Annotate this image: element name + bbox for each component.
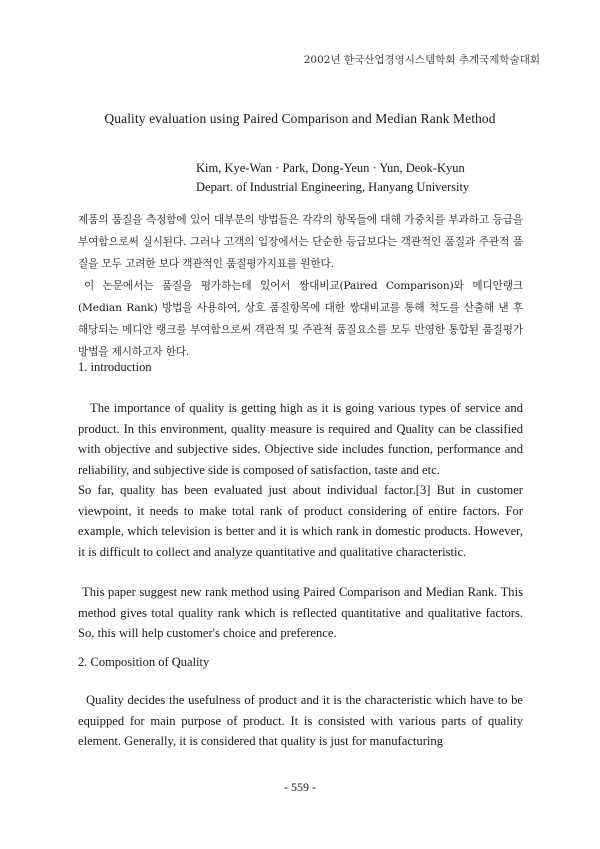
author-affiliation: Depart. of Industrial Engineering, Hanyang University: [196, 180, 470, 194]
abstract-paragraph: 제품의 품질을 측정함에 있어 대부분의 방법들은 각각의 항목들에 대해 가중치를 부과하고 등급을 부여함으로써 실시된다. 그러나 고객의 입장에서는 단순한 등급보다는 객관적인 품질과 주관적 품질을 모두 고려한 보다 객관적인 품질평가지표를 원한다.: [78, 214, 523, 270]
author-names: Kim, Kye-Wan · Park, Dong-Yeun · Yun, Deok-Kyun: [196, 161, 465, 175]
section-introduction-body: [78, 398, 523, 644]
running-header: 2002년 한국산업경영시스템학회 추계국제학술대회: [303, 54, 540, 66]
author-block: [196, 159, 469, 197]
paper-title: Quality evaluation using Paired Comparison and Median Rank Method: [104, 111, 496, 126]
section-heading-introduction: 1. introduction: [78, 360, 152, 374]
body-paragraph: The importance of quality is getting high as it is going various types of service and product. In this environment, quality measure is required and Quality can be classified with objective and subjective sides. Objective side includes function, performance and reliability, and subjective side is composed of satisfaction, taste and etc.: [78, 401, 523, 477]
body-paragraph: So far, quality has been evaluated just about individual factor.[3] But in customer viewpoint, it needs to make total rank of product considering of entire factors. For example, which television is better and it is which rank in domestic products. However, it is difficult to collect and analyze quantitative and qualitative characteristic.: [78, 483, 523, 559]
abstract-paragraph: 이 논문에서는 품질을 평가하는데 있어서 쌍대비교(Paired Comparison)와 메디안랭크(Median Rank) 방법을 사용하여, 상호 품질항목에 대한 쌍대비교를 통해 척도를 산출해 낸 후 해당되는 메디안 랭크를 부여함으로써 객관적 및 주관적 품질요소를 모두 반영한 통합된 품질평가 방법을 제시하고자 한다.: [78, 280, 523, 358]
body-paragraph: This paper suggest new rank method using Paired Comparison and Median Rank. This method gives total quality rank which is reflected quantitative and qualitative factors. So, this will help customer's choice and preference.: [78, 585, 523, 640]
body-paragraph: Quality decides the usefulness of product and it is the characteristic which have to be equipped for main purpose of product. It is consisted with various parts of quality element. Generally, it is considered that quality is just for manufacturing: [78, 693, 523, 748]
page-number: - 559 -: [284, 780, 316, 794]
korean-abstract: [78, 209, 523, 363]
section-composition-body: [78, 690, 523, 752]
section-heading-composition: 2. Composition of Quality: [78, 655, 210, 669]
